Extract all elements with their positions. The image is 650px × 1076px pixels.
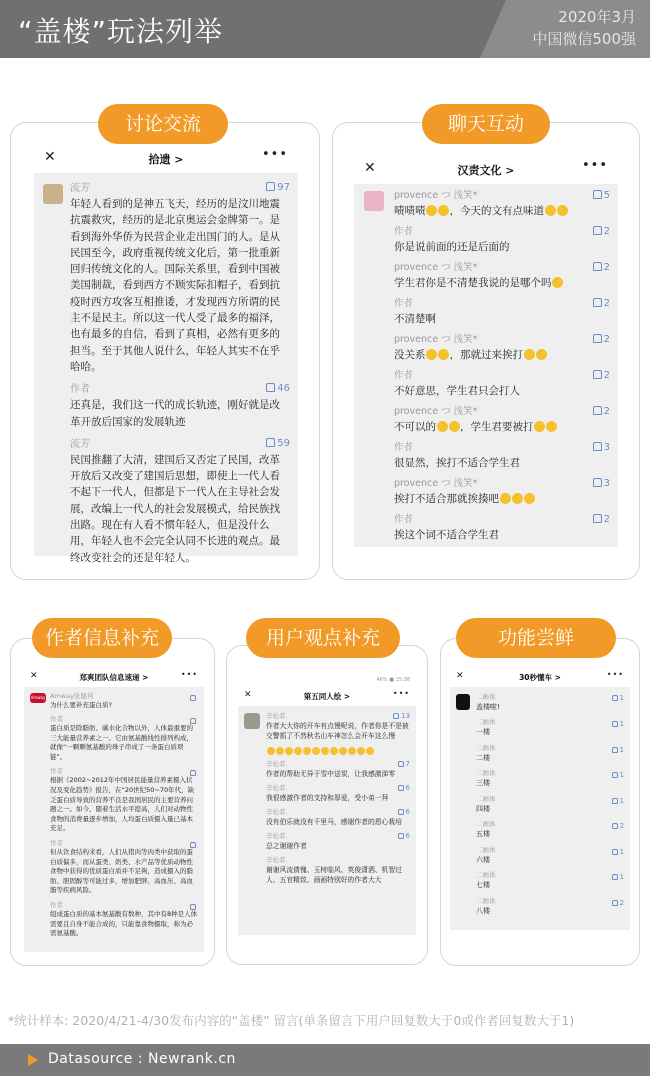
thumb-up-icon (593, 478, 602, 487)
like-button[interactable] (593, 226, 610, 237)
like-button[interactable] (593, 442, 610, 453)
like-button[interactable] (266, 383, 290, 394)
emoji-icon (557, 205, 568, 216)
like-button[interactable] (190, 692, 198, 703)
emoji-icon (552, 277, 563, 288)
like-button[interactable] (612, 899, 624, 907)
emoji-icon (348, 747, 356, 755)
thumb-up-icon (612, 849, 618, 855)
emoji-row (266, 743, 410, 755)
comment (238, 830, 416, 854)
comment-author[interactable]: provence つ 浅笑* (394, 262, 478, 273)
comment-text: 盖楼啦! (476, 703, 500, 711)
comment-text-part: 挨打不适合那就挨揍吧 (394, 493, 499, 505)
more-icon[interactable]: ••• (392, 689, 410, 698)
comment-text-part: ，那就过来挨打 (449, 349, 523, 361)
comment-text: 没有伯乐就没有千里马，感谢作者的恩心栽培 (266, 818, 402, 826)
avatar (456, 694, 470, 710)
comment-text (394, 383, 610, 399)
comment-author[interactable]: 二画体 (476, 871, 496, 879)
comment-text (394, 203, 610, 219)
comment-text: 根据《2002~2012年中国居民能量营养素摄入状况及变化趋势》报告，在“20世纪50~70年代，缺乏蛋白质导致的营养不良是我国居民的主要营养问题之一。如今，随着生活水平提高，人们对动物性食物的消费量逐步增加，人均蛋白质摄入量已基本充足。 (50, 776, 195, 833)
comment-author[interactable]: 二画体 (476, 896, 496, 905)
nav-bar (24, 668, 204, 688)
like-button[interactable] (612, 848, 624, 856)
nav-bar (238, 687, 416, 707)
like-count: 1 (619, 771, 624, 779)
more-icon[interactable]: ••• (606, 670, 624, 679)
screenshot-user-view (238, 677, 416, 935)
comment (450, 742, 630, 768)
comment-author[interactable]: 二画体 (476, 820, 496, 828)
like-button[interactable] (612, 694, 624, 702)
like-count: 1 (619, 873, 624, 881)
comment-text (394, 491, 610, 507)
emoji-icon (438, 349, 449, 360)
comment-list (450, 688, 630, 930)
comment-author[interactable]: Amway张健利 (50, 692, 94, 700)
comment (450, 844, 630, 870)
like-button[interactable] (593, 406, 610, 417)
comment-text: 总之谢谢作者 (266, 842, 307, 850)
comment (34, 436, 298, 572)
close-icon[interactable]: ✕ (44, 149, 56, 165)
comment-author[interactable]: 辛松者 (266, 784, 286, 792)
comment-text: 组成蛋白质的基本氨基酸有数种，其中有8种是人体需要且自身不能合成的，只能靠食物摄取，称为必需氨基酸。 (50, 909, 198, 938)
comment-text: 三楼 (476, 779, 490, 787)
like-count: 13 (401, 712, 410, 720)
nav-title[interactable]: 拾遗 > (148, 153, 184, 166)
more-icon[interactable]: ••• (261, 147, 288, 162)
thumb-up-icon (593, 226, 602, 235)
comment (450, 793, 630, 819)
comment-text: 七楼 (476, 881, 490, 889)
comment (24, 691, 204, 713)
label-chat: 聊天互动 (422, 104, 550, 144)
like-count: 2 (603, 514, 610, 525)
thumb-up-icon (398, 761, 404, 767)
comment (354, 440, 618, 476)
comment-author[interactable]: 二画体 (476, 718, 496, 726)
comment-text: 为什么要补充蛋白质? (50, 701, 112, 709)
comment-text (394, 527, 610, 543)
header-date: 2020年3月 (558, 8, 636, 26)
like-button[interactable] (593, 370, 610, 381)
comment-author[interactable]: 二画体 (476, 743, 496, 752)
comment (354, 512, 618, 548)
emoji-icon (312, 747, 320, 755)
comment-text-part: 学生君你是不清楚我说的是哪个吗 (394, 277, 552, 289)
comment-text: 但从饮食结构来看，人们从猪肉等肉类中获取的蛋白质偏多，而从蛋类、奶类、水产品等优质动物性食物中获得的优质蛋白质并不足夠，造成摄入的脂肪、胆固醇等可能过多，增加肥胖、高血压、高血脂等疾病风险。 (50, 847, 193, 895)
like-count: 1 (619, 847, 624, 856)
emoji-icon (536, 349, 547, 360)
comment (450, 895, 630, 921)
comment-text-part: 不清楚啊 (394, 313, 436, 325)
comment (354, 332, 618, 368)
thumb-up-icon (593, 514, 602, 523)
nav-title[interactable]: 30秒懂车 > (519, 673, 561, 682)
thumb-up-icon (266, 383, 275, 392)
emoji-icon (426, 349, 437, 360)
like-button[interactable] (612, 797, 624, 805)
comment-author[interactable]: 辛松者 (266, 760, 286, 768)
like-button[interactable] (190, 901, 198, 912)
thumb-up-icon (593, 262, 602, 271)
comment-text: 作者的帮助无异于雪中送炭，让我感激涕零 (266, 770, 396, 778)
thumb-up-icon (612, 721, 618, 727)
emoji-icon (321, 747, 329, 755)
comment (354, 476, 618, 512)
like-button[interactable] (190, 839, 198, 850)
label-user-view: 用户观点补充 (246, 618, 400, 658)
comment-text: 民国推翻了大清，建国后又否定了民国，改革开放后又改变了建国后思想，即使上一代人看不起下一代人，但都是下一代人在主导社会发展，改编上一代人的社会发展模式，给民族找出路。现在有人看不惯年轻人，但是没什么用，年轻人也不会完全认同不长进的观点。最终改变社会的还是年轻人。 (70, 453, 280, 564)
comment (238, 782, 416, 806)
comment (354, 188, 618, 224)
nav-title[interactable]: 汉责文化 > (457, 164, 515, 177)
emoji-icon (437, 421, 448, 432)
comment-author[interactable]: provence つ 浅笑* (394, 406, 478, 417)
thumb-up-icon (398, 833, 404, 839)
comment (238, 854, 416, 888)
nav-bar (354, 155, 618, 185)
emoji-icon (438, 205, 449, 216)
thumb-up-icon (612, 900, 618, 906)
comment-text-part: 你是说前面的还是后面的 (394, 241, 510, 253)
emoji-icon (512, 493, 523, 504)
comment (354, 296, 618, 332)
like-count: 2 (603, 370, 610, 381)
like-count: 3 (603, 442, 610, 453)
comment (354, 224, 618, 260)
emoji-icon (276, 747, 284, 755)
comment-author[interactable]: 辛松者 (266, 808, 286, 816)
like-count: 97 (277, 182, 290, 193)
comment (238, 758, 416, 782)
thumb-up-icon (612, 874, 618, 880)
comment-text: 作者大大你的开车有点慢呢说，作者你是不是被交警抓了不然秋名山车神怎么会开车这么慢 (266, 722, 409, 740)
amway-logo: Amway (30, 693, 46, 703)
thumb-up-icon (612, 695, 618, 701)
screenshot-chat (354, 155, 618, 547)
nav-title[interactable]: 第五同人绘 > (303, 692, 351, 701)
comment-author[interactable]: 作者 (50, 838, 63, 847)
comment-author[interactable]: 作者 (50, 767, 63, 776)
emoji-icon (524, 493, 535, 504)
comment-author[interactable]: 辛松者 (266, 832, 286, 840)
like-button[interactable] (612, 822, 624, 830)
comment-text-part: 没关系 (394, 349, 426, 361)
comment-text: 一楼 (476, 728, 490, 736)
triangle-icon (28, 1054, 38, 1066)
like-button[interactable] (593, 514, 610, 525)
emoji-icon (366, 747, 374, 755)
comment (34, 381, 298, 436)
like-count: 5 (603, 190, 610, 201)
comment-author[interactable]: 辛松者 (266, 712, 286, 720)
thumb-up-icon (612, 772, 618, 778)
comment-author[interactable]: 流芳 (70, 183, 90, 194)
like-count: 1 (619, 694, 624, 702)
comment-list (34, 174, 298, 564)
header-meta (532, 6, 636, 50)
comment (34, 180, 298, 381)
thumb-up-icon (190, 718, 196, 724)
comment-text: 六楼 (476, 855, 490, 864)
comment-text: 蛋白质是除脂肪、碳水化合物以外，人体最重要的三大能量营养素之一。它由氨基酸线性排列构成，就像“一颗颗氨基酸的珠子串成了一条蛋白质项链”。 (50, 724, 193, 761)
comment (450, 767, 630, 793)
like-count: 2 (603, 262, 610, 273)
header-subtitle: 中国微信500强 (532, 30, 636, 48)
comment-text (394, 347, 610, 363)
comment-author[interactable]: 作者 (394, 370, 414, 381)
thumb-up-icon (593, 298, 602, 307)
comment-author[interactable]: provence つ 浅笑* (394, 334, 478, 345)
comment-author[interactable]: 二画体 (476, 845, 496, 854)
comment-text: 还真是，我们这一代的成长轨迹，刚好就是改革开放后国家的发展轨迹 (70, 399, 280, 428)
emoji-icon (357, 747, 365, 755)
footer-bar (0, 1044, 650, 1076)
comment-text: 二楼 (476, 753, 490, 762)
like-button[interactable] (593, 334, 610, 345)
emoji-icon (546, 421, 557, 432)
thumb-up-icon (612, 823, 618, 829)
data-source: Datasource : Newrank.cn (48, 1051, 236, 1067)
avatar (244, 713, 260, 729)
thumb-up-icon (593, 406, 602, 415)
comment (450, 716, 630, 742)
emoji-icon (294, 747, 302, 755)
page-title: “盖楼”玩法列举 (18, 15, 224, 48)
comment-text: 年轻人看到的是神五飞天，经历的是汶川地震抗震救灾，经历的是北京奥运会金牌第一。是看到海外华侨为民营企业走出国门的人。是从民国至今，政府重视传统文化后，第一批重新回归传统文化的人。国际关系里，看到中国被美国制裁，看到西方不顾实际扣帽子，看到抗疫时西方攻客互相推诿，才发现西方所谓的民主不是民主。所以这一代人受了最多的福泽，也有最多的自信，看到了真相，必然有更多的担当。至于其他人说什么，年轻人其实不在乎哈哈。 (70, 198, 280, 373)
comment-text-part: 不好意思，学生君只会打人 (394, 385, 520, 397)
thumb-up-icon (593, 370, 602, 379)
comment-author[interactable]: 作者 (50, 900, 63, 909)
like-count: 59 (277, 437, 290, 449)
thumb-up-icon (398, 809, 404, 815)
like-count: 7 (405, 760, 410, 768)
screenshot-feature (450, 668, 630, 930)
close-icon[interactable]: ✕ (456, 671, 464, 681)
comment (354, 260, 618, 296)
like-button[interactable] (190, 715, 198, 726)
comment-text-part: ，学生君要被打 (460, 421, 534, 433)
thumb-up-icon (266, 182, 275, 191)
comment-text (394, 275, 610, 291)
like-button[interactable] (398, 832, 410, 840)
comment-author[interactable]: 作者 (50, 715, 63, 723)
comment (24, 899, 204, 942)
comment-author[interactable]: 作者 (70, 384, 90, 396)
comment-author[interactable]: 二画体 (476, 794, 496, 803)
comment-text (394, 419, 610, 435)
emoji-icon (545, 205, 556, 216)
like-count: 3 (603, 478, 610, 489)
emoji-icon (330, 747, 338, 755)
thumb-up-icon (266, 438, 275, 447)
like-count: 6 (405, 784, 410, 792)
thumb-up-icon (398, 785, 404, 791)
nav-bar (34, 144, 298, 174)
comment-text: 四楼 (476, 804, 490, 813)
like-count: 1 (619, 745, 624, 754)
like-count: 2 (619, 822, 624, 830)
avatar (43, 184, 63, 204)
comment (354, 368, 618, 404)
like-button[interactable] (612, 873, 624, 881)
comment-text-part: ，今天的文有点味道 (449, 205, 544, 217)
thumb-up-icon (612, 798, 618, 804)
comment-author[interactable]: 作者 (394, 298, 414, 309)
thumb-up-icon (190, 842, 196, 848)
close-icon[interactable]: ✕ (364, 160, 376, 176)
comment-text (394, 455, 610, 471)
like-button[interactable] (593, 190, 610, 201)
like-button[interactable] (398, 808, 410, 816)
comment (450, 869, 630, 895)
sample-note: *统计样本: 2020/4/21-4/30发布内容的“盖楼” 留言(单条留言下用户回复数大于0或作者回复数大于1) (8, 1013, 575, 1028)
thumb-up-icon (190, 770, 196, 776)
emoji-icon (285, 747, 293, 755)
close-icon[interactable]: ✕ (30, 671, 38, 681)
comment-author[interactable]: 作者 (394, 442, 414, 453)
comment-list (24, 688, 204, 952)
like-button[interactable] (612, 771, 624, 779)
thumb-up-icon (190, 904, 196, 910)
comment-text-part: 不可以的 (394, 421, 436, 433)
comment-author[interactable]: provence つ 浅笑* (394, 190, 478, 201)
like-count: 1 (619, 796, 624, 805)
emoji-icon (534, 421, 545, 432)
comment-text (394, 239, 610, 255)
comment-text-part: 挨这个词不适合学生君 (394, 529, 499, 541)
like-count: 2 (619, 898, 624, 907)
comment-author[interactable]: 作者 (394, 226, 414, 237)
like-count: 2 (603, 298, 610, 309)
page-header (0, 0, 650, 58)
like-button[interactable] (398, 760, 410, 768)
like-button[interactable] (393, 712, 410, 720)
emoji-icon (449, 421, 460, 432)
comment-author[interactable]: 二画体 (476, 693, 496, 701)
more-icon[interactable]: ••• (180, 670, 198, 679)
close-icon[interactable]: ✕ (244, 690, 252, 700)
comment-text: 五楼 (476, 830, 490, 838)
emoji-icon (267, 747, 275, 755)
comment (24, 713, 204, 765)
screenshot-discussion (34, 144, 298, 564)
comment-text (394, 311, 610, 327)
thumb-up-icon (593, 442, 602, 451)
comment-text: 谢谢风流倩傀、玉树临风、英俊潇洒、机智过人、五官精致、画画特别好的作者大大 (266, 866, 402, 884)
screenshot-author-info (24, 668, 204, 952)
emoji-icon (500, 493, 511, 504)
like-count: 2 (603, 226, 610, 237)
comment-author[interactable]: 作者 (394, 514, 414, 525)
comment-list (354, 185, 618, 547)
like-button[interactable] (612, 720, 624, 728)
like-count: 6 (405, 808, 410, 816)
comment (238, 710, 416, 758)
comment-text: 八楼 (476, 906, 490, 915)
comment-text-part: 啧啧啧 (394, 205, 426, 217)
like-count: 2 (603, 334, 610, 345)
like-count: 6 (405, 832, 410, 840)
thumb-up-icon (612, 747, 618, 753)
like-count: 46 (277, 383, 290, 395)
like-count: 2 (603, 406, 610, 417)
comment-list (238, 707, 416, 935)
label-feature: 功能尝鲜 (456, 618, 616, 658)
comment (24, 837, 204, 899)
comment-text: 我很感激作者的支持和厚爱，受小弟一拜 (266, 794, 389, 802)
emoji-icon (426, 205, 437, 216)
thumb-up-icon (593, 190, 602, 199)
comment (238, 806, 416, 830)
like-count: 1 (619, 720, 624, 728)
label-discussion: 讨论交流 (98, 104, 228, 144)
thumb-up-icon (393, 713, 399, 719)
like-button[interactable] (266, 438, 290, 449)
thumb-up-icon (190, 695, 196, 701)
like-button[interactable] (398, 784, 410, 792)
comment-author[interactable]: provence つ 浅笑* (394, 478, 478, 489)
emoji-icon (339, 747, 347, 755)
like-button[interactable] (612, 746, 624, 754)
like-button[interactable] (593, 262, 610, 273)
comment-author[interactable]: 二画体 (476, 769, 496, 777)
status-bar: 46% ■ 15:38 (376, 677, 410, 683)
comment-author[interactable]: 辛松者 (266, 856, 286, 864)
more-icon[interactable]: ••• (581, 158, 608, 173)
comment-author[interactable]: 流芳 (70, 438, 90, 450)
comment-text-part: 很显然，挨打不适合学生君 (394, 457, 520, 469)
like-button[interactable] (266, 182, 290, 193)
emoji-icon (303, 747, 311, 755)
comment (354, 404, 618, 440)
comment (450, 818, 630, 844)
nav-bar (450, 668, 630, 688)
label-author-info: 作者信息补充 (32, 618, 172, 658)
comment (24, 765, 204, 837)
thumb-up-icon (593, 334, 602, 343)
avatar (364, 191, 384, 211)
like-button[interactable] (593, 478, 610, 489)
comment (450, 692, 630, 716)
like-button[interactable] (593, 298, 610, 309)
nav-title[interactable]: 郑爽团队信息速递 > (79, 673, 149, 682)
emoji-icon (524, 349, 535, 360)
like-button[interactable] (190, 767, 198, 778)
